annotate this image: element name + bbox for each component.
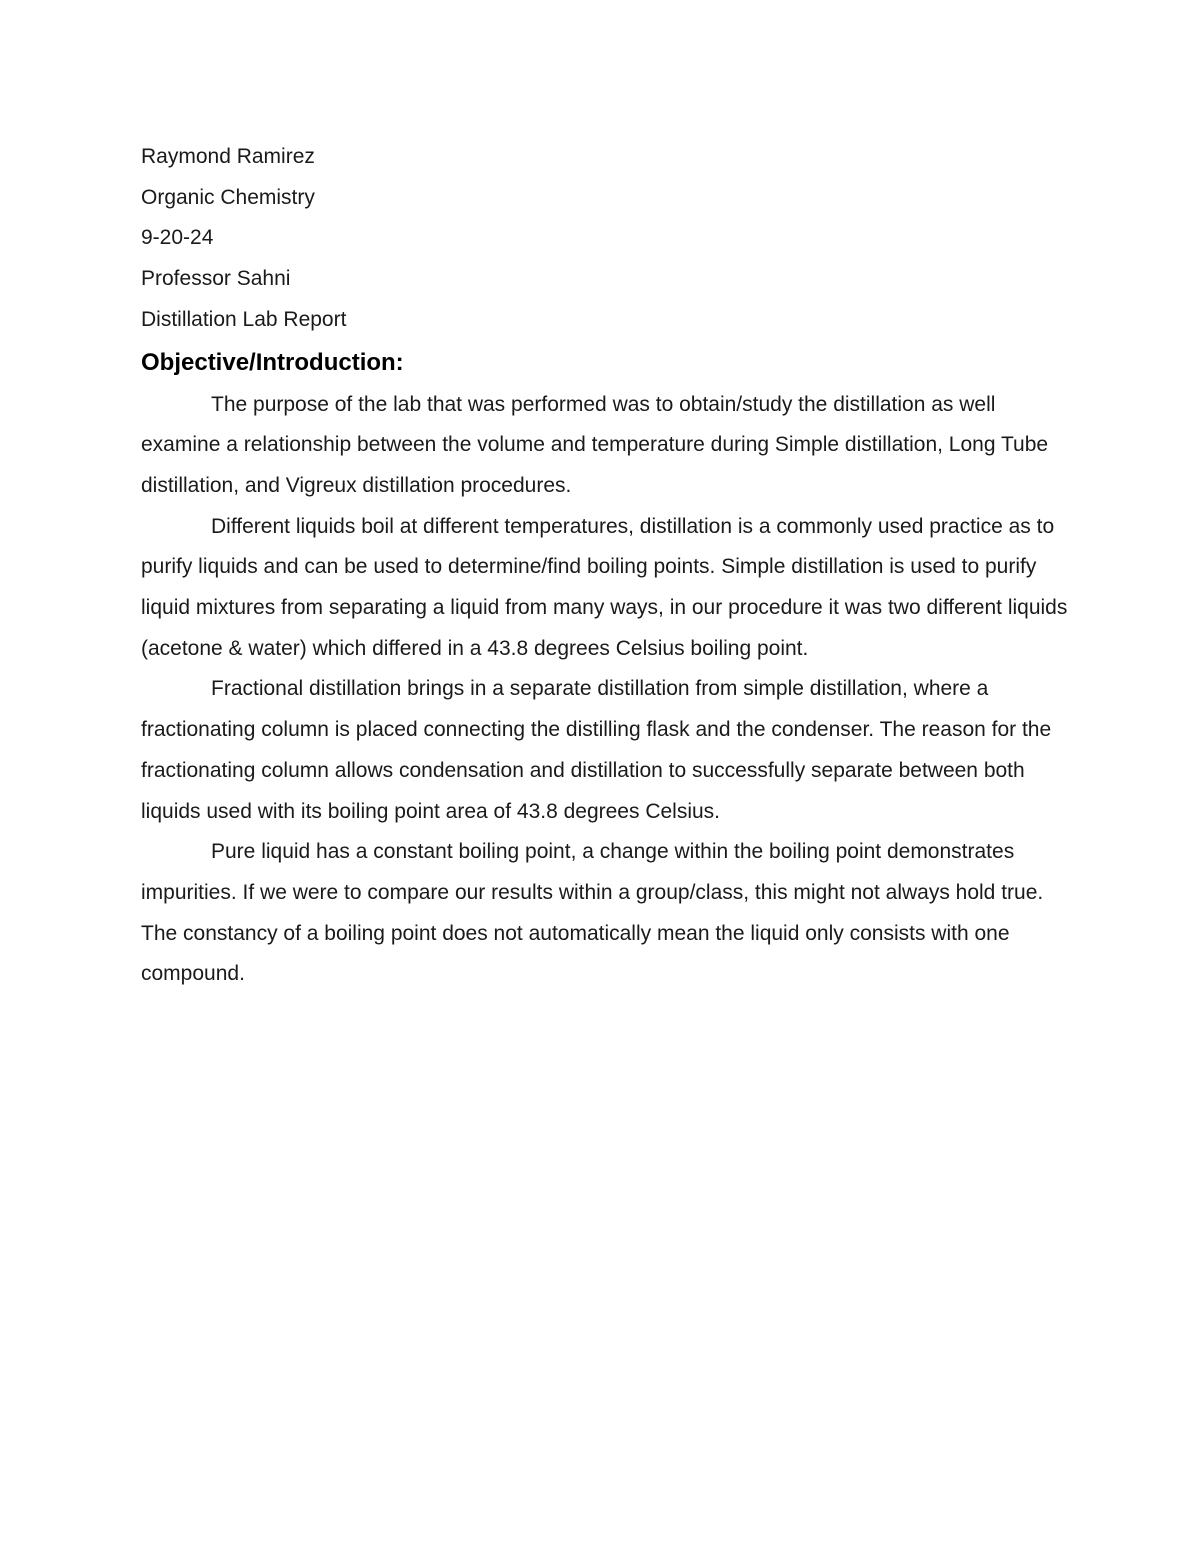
document-body	[141, 137, 1071, 995]
professor-name: Professor Sahni	[141, 267, 291, 291]
paragraph: Fractional distillation brings in a separate distillation from simple distillation, where a fractionating column is placed connecting the distilling flask and the condenser. The reason for the fractionating column allows condensation and distillation to successfully separate between both liquids used with its boiling point area of 43.8 degrees Celsius.	[141, 677, 1052, 823]
report-title: Distillation Lab Report	[141, 307, 347, 331]
section-heading: Objective/Introduction:	[141, 348, 404, 376]
author-name: Raymond Ramirez	[141, 145, 315, 168]
course-name: Organic Chemistry	[141, 185, 315, 209]
paragraph: Different liquids boil at different temperatures, distillation is a commonly used practice as to purify liquids and can be used to determine/find boiling points. Simple distillation is used to purify liquid mixtures from separating a liquid from many ways, in our procedure it was two different liquids (acetone & water) which differed in a 43.8 degrees Celsius boiling point.	[141, 514, 1068, 660]
paragraph: The purpose of the lab that was performed was to obtain/study the distillation as well examine a relationship between the volume and temperature during Simple distillation, Long Tube distillation, and Vigreux distillation procedures.	[141, 392, 1049, 497]
paragraph: Pure liquid has a constant boiling point, a change within the boiling point demonstrates impurities. If we were to compare our results within a group/class, this might not always hold true. The constancy of a boiling point does not automatically mean the liquid only consists with one compound.	[141, 840, 1044, 986]
report-date: 9-20-24	[141, 226, 214, 250]
